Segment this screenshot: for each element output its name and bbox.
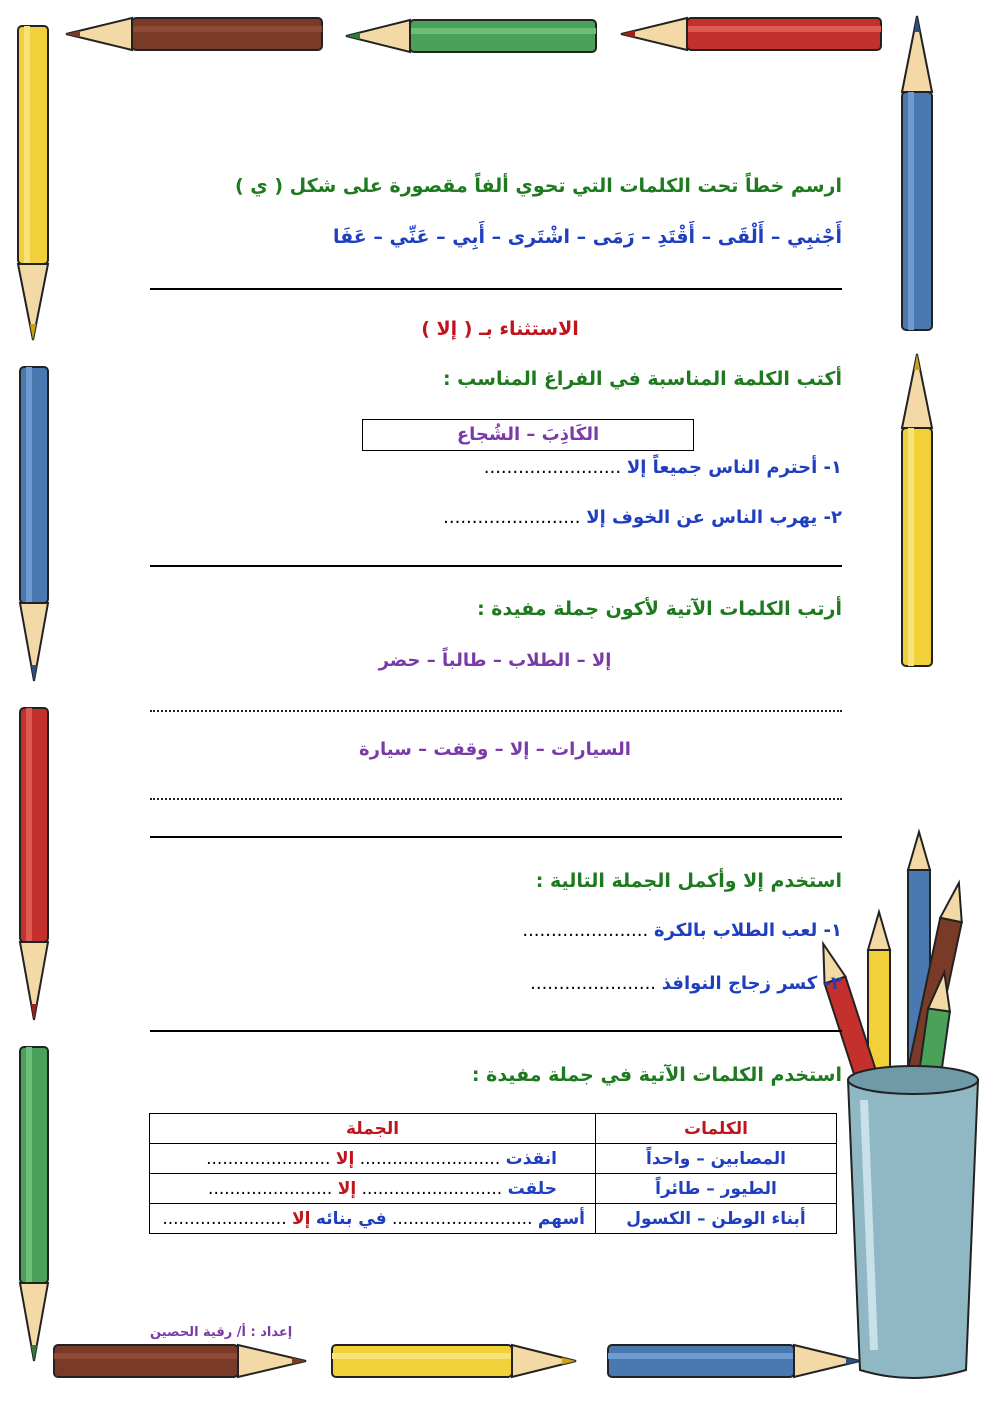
illa-word: إلا [337, 1178, 357, 1199]
section5-instruction: استخدم الكلمات الآتية في جملة مفيدة : [471, 1064, 842, 1086]
table-row [150, 1144, 837, 1174]
words-table [149, 1113, 837, 1234]
words-cell: الطيور – طائراً [596, 1174, 837, 1204]
pencil-icon [52, 1342, 310, 1380]
question-text: ١- أحترم الناس جميعاً إلا [626, 457, 842, 478]
pencil-icon [62, 14, 327, 54]
illa-word: إلا [335, 1148, 355, 1169]
answer-line[interactable] [150, 710, 842, 712]
column-header-words: الكلمات [596, 1114, 837, 1144]
section2-title: الاستثناء بـ ( إلا ) [421, 318, 579, 340]
author-credit: إعداد : أ/ رقية الحصين [150, 1325, 293, 1340]
illa-word: إلا [292, 1208, 311, 1229]
question-text: ١- لعب الطلاب بالكرة [653, 920, 842, 941]
sentence-cell[interactable] [150, 1174, 596, 1204]
table-row [150, 1204, 837, 1234]
answer-blank[interactable]: .......................... [359, 1148, 501, 1169]
pencil-icon [900, 12, 934, 334]
pencil-icon [16, 24, 50, 344]
pencil-icon [18, 365, 50, 685]
pencil-icon [900, 350, 934, 670]
answer-blank[interactable]: ....................... [208, 1178, 333, 1199]
question-row [522, 920, 842, 941]
answer-line[interactable] [150, 798, 842, 800]
words-cell: أبناء الوطن – الكسول [596, 1204, 837, 1234]
section2-instruction: أكتب الكلمة المناسبة في الفراغ المناسب : [442, 368, 842, 390]
question-text: ٢- يهرب الناس عن الخوف إلا [586, 507, 842, 528]
question-row [530, 973, 842, 994]
question-text: ٢- كسر زجاج النوافذ [661, 973, 842, 994]
answer-blank[interactable]: ........................ [483, 457, 622, 478]
sentence-phrase: في بنائه [315, 1208, 387, 1229]
answer-blank[interactable]: ...................... [522, 920, 649, 941]
pencil-icon [617, 14, 887, 54]
sentence-cell[interactable] [150, 1144, 596, 1174]
pencil-icon [18, 1045, 50, 1365]
answer-blank[interactable]: ...................... [530, 973, 657, 994]
column-header-sentence: الجملة [150, 1114, 596, 1144]
table-header-row [150, 1114, 837, 1144]
pencil-icon [330, 1342, 580, 1380]
pencil-icon [18, 706, 50, 1024]
answer-blank[interactable]: ....................... [206, 1148, 331, 1169]
sentence-verb: أسهم [537, 1208, 585, 1229]
divider [150, 288, 842, 290]
pencil-icon [606, 1342, 864, 1380]
answer-blank[interactable]: ........................ [443, 507, 581, 528]
words-cell: المصابين – واحداً [596, 1144, 837, 1174]
section3-instruction: أرتب الكلمات الآتية لأكون جملة مفيدة : [477, 598, 842, 620]
section1-instruction: ارسم خطاً تحت الكلمات التي تحوي ألفاً مقصورة على شكل ( ي ) [235, 175, 842, 197]
question-row [443, 507, 842, 528]
section4-instruction: استخدم إلا وأكمل الجملة التالية : [535, 870, 842, 892]
section1-words: أَجْنبِي – أَلْقَى – أَقْتَدِ – رَمَى – اشْتَرى – أَبِي – عَنِّي – عَفَا [332, 226, 842, 248]
table-row [150, 1174, 837, 1204]
sentence-cell[interactable] [150, 1204, 596, 1234]
word-set: إلا – الطلاب – طالباً – حضر [378, 650, 612, 671]
pencil-icon [342, 16, 600, 56]
pencil-cup-icon [818, 830, 988, 1390]
divider [150, 565, 842, 567]
answer-blank[interactable]: ....................... [162, 1208, 287, 1229]
word-set: السيارات – إلا – وقفت – سيارة [359, 739, 631, 760]
sentence-verb: حلقت [507, 1178, 557, 1199]
answer-blank[interactable]: .......................... [361, 1178, 503, 1199]
divider [150, 836, 842, 838]
question-row [484, 457, 842, 478]
word-box: الكَاذِبَ – الشُجاع [362, 419, 694, 451]
divider [150, 1030, 842, 1032]
sentence-verb: انقذت [505, 1148, 557, 1169]
answer-blank[interactable]: .......................... [391, 1208, 533, 1229]
